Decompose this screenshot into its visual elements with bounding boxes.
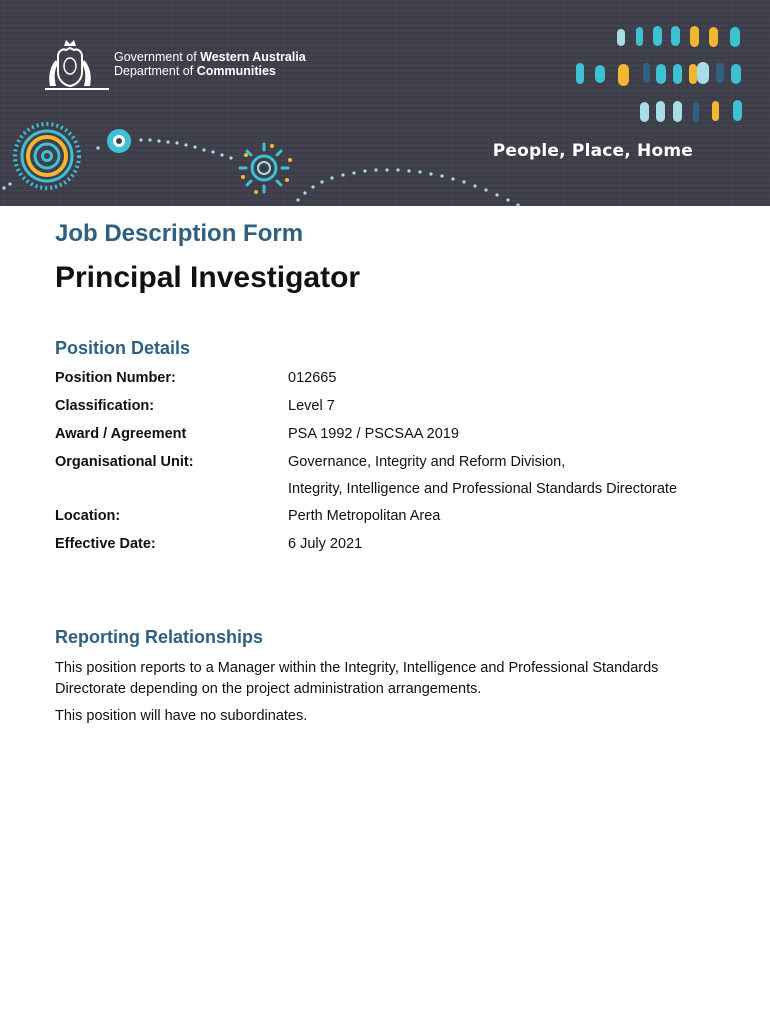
- detail-value: Perth Metropolitan Area: [288, 508, 441, 524]
- dot-ring-icon: [107, 129, 131, 153]
- gov-line-1-bold: Western Australia: [200, 50, 306, 64]
- job-title: Principal Investigator: [55, 261, 361, 294]
- detail-label: Location:: [55, 508, 121, 524]
- subordinates-paragraph: This position will have no subordinates.: [55, 708, 308, 724]
- detail-label: Award / Agreement: [55, 426, 187, 442]
- banner-artwork: [0, 0, 770, 206]
- crest-logo-icon: [45, 40, 109, 90]
- detail-value: Level 7: [288, 398, 335, 414]
- detail-value: PSA 1992 / PSCSAA 2019: [288, 426, 459, 442]
- detail-value: Integrity, Intelligence and Professional Standards Directorate: [288, 481, 678, 497]
- detail-label: Classification:: [55, 398, 155, 414]
- sun-icon: [240, 144, 292, 194]
- header-banner: [0, 0, 770, 206]
- reporting-paragraph: This position reports to a Manager within the Integrity, Intelligence and Professional Standards Directorate depending on the project administration arrangements.: [55, 660, 659, 697]
- agency-name: [114, 50, 306, 78]
- detail-label: Effective Date:: [55, 536, 156, 552]
- gov-line-2-prefix: Department of: [114, 64, 197, 78]
- tagline: People, Place, Home: [492, 141, 693, 161]
- gov-line-2: [114, 64, 306, 78]
- reporting-heading: Reporting Relationships: [55, 627, 264, 647]
- detail-value: Governance, Integrity and Reform Division,: [288, 454, 566, 470]
- detail-value: 6 July 2021: [288, 536, 363, 552]
- dash-pattern: [576, 26, 742, 122]
- detail-label: Organisational Unit:: [55, 454, 194, 470]
- concentric-circles-icon: [15, 124, 79, 188]
- gov-line-1-prefix: Government of: [114, 50, 201, 64]
- gov-line-2-bold: Communities: [196, 64, 276, 78]
- form-title: Job Description Form: [55, 220, 304, 247]
- detail-label: Position Number:: [55, 370, 176, 386]
- gov-line-1: [114, 50, 306, 64]
- position-details-heading: Position Details: [55, 338, 191, 358]
- detail-value: 012665: [288, 370, 337, 386]
